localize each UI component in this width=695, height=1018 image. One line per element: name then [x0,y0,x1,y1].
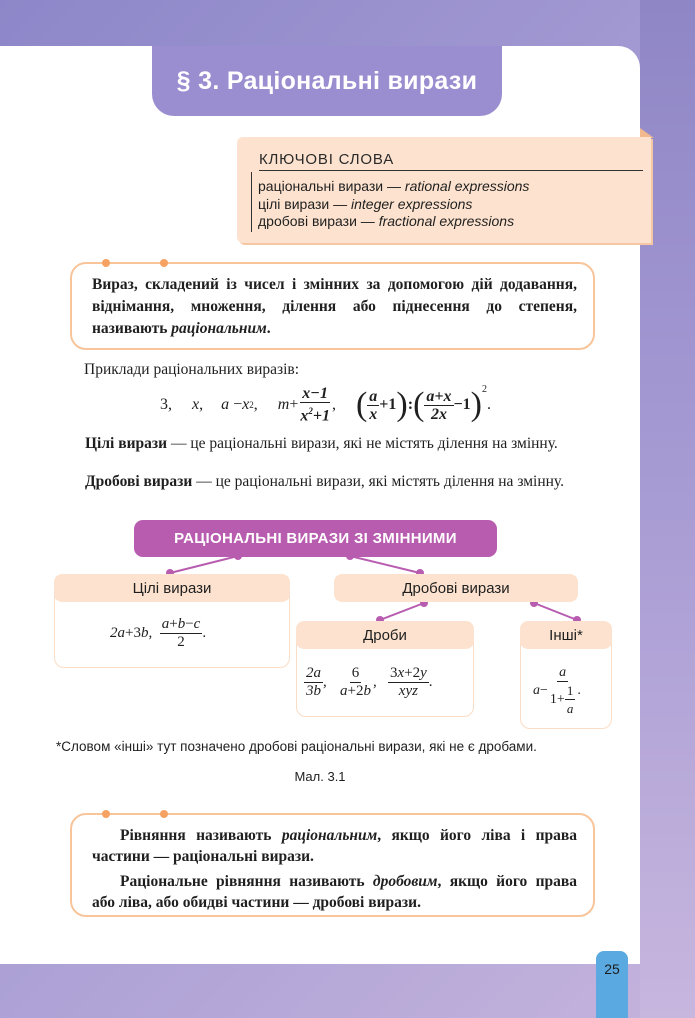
others-example: a − a 1+ $\frac{1}{a}$ . [533,665,581,716]
diagram-header: РАЦІОНАЛЬНІ ВИРАЗИ ЗІ ЗМІННИМИ [134,520,497,557]
fractions-examples: $\frac{2a}{3b}$ , $\frac{6}{a+2b}$ , $\frac{3x+2y}{\text{xyz}}$ . [306,665,433,699]
fractions-header: Дроби [296,621,474,649]
keywords-title: КЛЮЧОВІ СЛОВА [259,151,394,168]
fractional-equation-text: Раціональне рівняння називають дробовим, якщо його права або ліва, або обидві частини — дробові вирази. [92,873,577,911]
page-number-tab [596,951,628,1018]
section-title: § 3. Раціональні вирази [176,66,478,95]
definition-text: Вираз, складений із чисел і змінних за допомогою дій додавання, віднімання, множення, ділення або піднесення до степеня, називають раціональним. [92,276,577,337]
keyword-item: дробові вирази — fractional expressions [258,213,515,229]
examples-intro: Приклади раціональних виразів: [84,361,300,378]
keyword-item: раціональні вирази — rational expressions [258,178,530,194]
integer-examples: 2a + 3 b , $\frac{a+b-c}{2}$ . [110,616,207,650]
figure-caption: Мал. 3.1 [294,769,346,784]
diagram-footnote: *Словом «інші» тут позначено дробові раціональні вирази, які не є дробами. [56,739,537,754]
fraction-definition: Дробові вирази — це раціональні вирази, які містять ділення на змінну. [85,473,564,490]
examples-formula: 3, x , a − x 2 , m + $\frac{x-1}{x^2+1}$ , ( $\frac{a}{x}$ +1 ) : ( $\frac{a+x}{2x}$ −1 ) $^2$ . [160,384,491,425]
others-header: Інші* [520,621,612,649]
keyword-item: цілі вирази — integer expressions [258,195,473,212]
fractional-header: Дробові вирази [334,574,578,602]
bullet-dot [160,810,168,818]
bullet-dot [102,810,110,818]
rational-equation-text: Рівняння називають раціональним, якщо його ліва і права частини — раціональні вирази. [92,827,578,865]
integer-header: Цілі вирази [54,574,290,602]
equation-definition-box [70,813,595,917]
page-number: 25 [604,961,620,977]
integer-definition: Цілі вирази — це раціональні вирази, які не містять ділення на змінну. [85,435,558,452]
